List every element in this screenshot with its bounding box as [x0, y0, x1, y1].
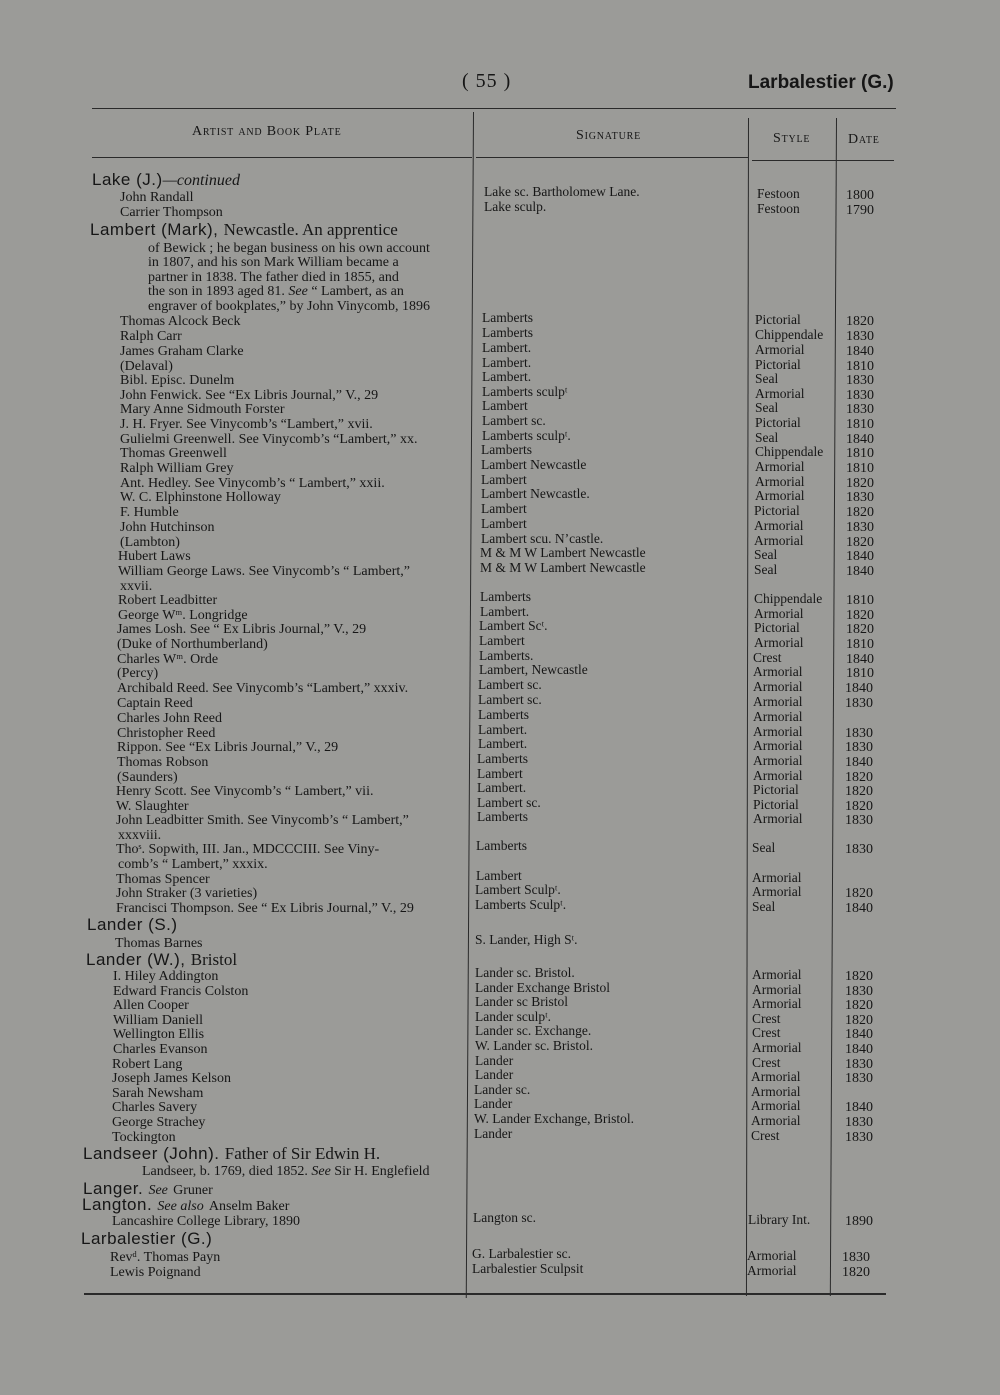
signature-cell: Lander	[475, 1053, 514, 1068]
signature-cell: Lander	[474, 1096, 513, 1111]
date-cell: 1820	[846, 622, 874, 637]
book-plate-name: John Hutchinson	[120, 520, 215, 535]
style-cell: Seal	[754, 547, 778, 562]
style-cell: Chippendale	[755, 327, 824, 342]
date-cell: 1820	[846, 505, 874, 520]
date-cell: 1890	[845, 1214, 873, 1229]
signature-cell: Lander sc. Bristol.	[475, 965, 575, 980]
date-cell: 1810	[846, 637, 874, 652]
signature-cell: Lamberts.	[479, 648, 534, 663]
signature-cell: Lamberts Sculpᵗ.	[475, 897, 567, 912]
book-plate-name: Ralph William Grey	[120, 461, 234, 476]
date-cell: 1840	[846, 564, 874, 579]
signature-cell: Lambert	[481, 516, 527, 531]
book-plate-name: (Delaval)	[120, 359, 173, 374]
signature-cell: Larbalestier Sculpsit	[472, 1261, 584, 1276]
book-plate-name: Thomas Robson	[117, 755, 209, 770]
style-cell: Armorial	[753, 679, 803, 694]
signature-cell: Lambert	[477, 766, 523, 781]
signature-cell: Lamberts	[482, 325, 533, 340]
book-plate-name: Captain Reed	[117, 696, 193, 711]
date-cell: 1840	[845, 1027, 873, 1042]
style-cell: Armorial	[751, 1069, 801, 1084]
style-cell: Pictorial	[755, 415, 801, 430]
date-cell: 1830	[845, 1130, 873, 1145]
book-plate-name: Ant. Hedley. See Vinycomb’s “ Lambert,” xxii.	[120, 476, 385, 491]
book-plate-name: George Strachey	[112, 1115, 206, 1130]
style-cell: Armorial	[752, 884, 802, 899]
signature-cell: Lambert.	[482, 355, 532, 370]
book-plate-name: (Saunders)	[117, 770, 178, 785]
date-cell: 1810	[846, 446, 874, 461]
book-plate-name: Thomas Alcock Beck	[120, 314, 241, 329]
style-cell: Seal	[752, 899, 776, 914]
page-number: ( 55 )	[462, 70, 512, 92]
date-cell: 1830	[846, 520, 874, 535]
book-plate-name: Charles Savery	[112, 1100, 198, 1115]
style-cell: Armorial	[755, 488, 805, 503]
style-cell: Armorial	[754, 518, 804, 533]
signature-cell: Langton sc.	[473, 1210, 536, 1225]
style-cell: Pictorial	[755, 312, 801, 327]
style-cell: Armorial	[751, 1084, 801, 1099]
date-cell: 1820	[846, 476, 874, 491]
date-cell: 1830	[846, 402, 874, 417]
signature-cell: Lander	[475, 1067, 514, 1082]
date-cell: 1830	[846, 373, 874, 388]
artist-heading-langer: Langer. See Gruner	[83, 1179, 213, 1198]
date-cell: 1810	[846, 593, 874, 608]
date-cell: 1820	[842, 1265, 870, 1280]
book-plate-name: Charles John Reed	[117, 711, 222, 726]
signature-cell: Lambert.	[482, 340, 532, 355]
book-plate-name: (Percy)	[117, 666, 159, 681]
signature-cell: Lambert sc.	[482, 413, 546, 428]
date-cell: 1840	[845, 1100, 873, 1115]
date-cell: 1830	[845, 813, 873, 828]
date-cell: 1830	[845, 1057, 873, 1072]
signature-cell: Lambert	[481, 501, 527, 516]
date-cell: 1820	[845, 799, 873, 814]
signature-cell: Lamberts	[476, 838, 527, 853]
style-cell: Armorial	[753, 664, 803, 679]
artist-heading-lambert-mark: Lambert (Mark), Newcastle. An apprentice	[90, 220, 398, 239]
column-divider-2	[746, 118, 749, 1296]
style-cell: Armorial	[753, 768, 803, 783]
book-plate-name: John Leadbitter Smith. See Vinycomb’s “ Lambert,”	[116, 813, 409, 828]
book-plate-name: Mary Anne Sidmouth Forster	[120, 402, 285, 417]
header-rule-artist	[92, 157, 472, 158]
book-plate-name: Joseph James Kelson	[112, 1071, 231, 1086]
signature-cell: Lambert	[476, 868, 522, 883]
signature-cell: Lambert Newcastle	[481, 457, 587, 472]
style-cell: Armorial	[747, 1248, 797, 1263]
style-cell: Armorial	[753, 694, 803, 709]
signature-cell: Lambert.	[478, 722, 528, 737]
book-plate-name: Rippon. See “Ex Libris Journal,” V., 29	[117, 740, 339, 755]
book-plate-name: John Randall	[120, 190, 194, 205]
style-cell: Seal	[752, 840, 776, 855]
signature-cell: Lamberts sculpᵗ.	[482, 428, 571, 443]
landseer-note: Landseer, b. 1769, died 1852. See Sir H. Englefield	[142, 1164, 430, 1179]
book-plate-name: F. Humble	[120, 505, 179, 520]
date-cell: 1840	[845, 681, 873, 696]
style-cell: Armorial	[753, 811, 803, 826]
date-cell: 1830	[846, 329, 874, 344]
book-plate-name: Charles Wᵐ. Orde	[117, 652, 219, 667]
book-plate-name: William Daniell	[113, 1013, 204, 1028]
style-cell: Seal	[755, 371, 779, 386]
style-cell: Pictorial	[754, 620, 800, 635]
book-plate-name: Bibl. Episc. Dunelm	[120, 373, 235, 388]
date-cell: 1790	[846, 203, 874, 218]
style-cell: Armorial	[754, 606, 804, 621]
book-plate-name: Francisci Thompson. See “ Ex Libris Journal,” V., 29	[116, 901, 414, 916]
date-cell: 1820	[845, 969, 873, 984]
top-rule	[92, 108, 896, 109]
style-cell: Armorial	[753, 709, 803, 724]
signature-cell: Lander	[474, 1126, 513, 1141]
style-cell: Armorial	[755, 386, 805, 401]
book-plate-name: John Straker (3 varieties)	[116, 886, 258, 901]
running-head: Larbalestier (G.)	[748, 72, 894, 93]
book-plate-name: Robert Leadbitter	[118, 593, 218, 608]
book-plate-name: Archibald Reed. See Vinycomb’s “Lambert,” xxxiv.	[117, 681, 409, 696]
signature-cell: Lambert	[479, 633, 525, 648]
book-plate-name: I. Hiley Addington	[113, 969, 219, 984]
date-cell: 1820	[846, 314, 874, 329]
style-cell: Armorial	[747, 1263, 797, 1278]
book-plate-name: Henry Scott. See Vinycomb’s “ Lambert,” vii.	[116, 784, 374, 799]
book-plate-name: George Wᵐ. Longridge	[118, 608, 248, 623]
signature-cell: Lake sculp.	[484, 199, 547, 214]
book-plate-name: Ralph Carr	[120, 329, 182, 344]
date-cell: 1830	[846, 388, 874, 403]
column-header-style: Style	[773, 131, 811, 146]
book-plate-name: Allen Cooper	[113, 998, 189, 1013]
book-plate-name: Thomas Greenwell	[120, 446, 227, 461]
style-cell: Armorial	[752, 870, 802, 885]
book-plate-name: W. C. Elphinstone Holloway	[120, 490, 281, 505]
lambert-note-line-3: partner in 1838. The father died in 1855, and	[148, 270, 399, 285]
signature-cell: W. Lander sc. Bristol.	[475, 1038, 593, 1053]
date-cell: 1830	[845, 726, 873, 741]
bottom-rule	[84, 1293, 886, 1295]
signature-cell: Lambert Scᵗ.	[479, 618, 548, 633]
book-plate-name: xxvii.	[120, 579, 153, 594]
style-cell: Armorial	[752, 967, 802, 982]
signature-cell: Lambert scu. N’castle.	[481, 531, 604, 546]
lambert-note-line-1: of Bewick ; he began business on his own account	[148, 241, 430, 256]
style-cell: Pictorial	[753, 782, 799, 797]
signature-cell: Lander sc. Exchange.	[475, 1023, 592, 1038]
date-cell: 1840	[846, 344, 874, 359]
book-plate-name: (Lambton)	[120, 535, 180, 550]
style-cell: Armorial	[753, 753, 803, 768]
column-divider-3	[830, 118, 837, 1296]
signature-cell: Lamberts	[477, 751, 528, 766]
book-plate-name: Sarah Newsham	[112, 1086, 204, 1101]
book-plate-name: Charles Evanson	[113, 1042, 208, 1057]
book-plate-name: Thomas Spencer	[116, 872, 210, 887]
signature-cell: Lambert.	[477, 780, 527, 795]
date-cell: 1820	[845, 886, 873, 901]
date-cell: 1830	[845, 842, 873, 857]
style-cell: Armorial	[754, 635, 804, 650]
style-cell: Pictorial	[753, 797, 799, 812]
style-cell: Crest	[753, 650, 782, 665]
book-plate-name: James Losh. See “ Ex Libris Journal,” V., 29	[117, 622, 367, 637]
signature-cell: Lander sc.	[474, 1082, 531, 1097]
book-plate-name: Edward Francis Colston	[113, 984, 249, 999]
date-cell: 1810	[846, 359, 874, 374]
date-cell: 1820	[845, 998, 873, 1013]
signature-cell: W. Lander Exchange, Bristol.	[474, 1111, 634, 1126]
artist-heading-landseer: Landseer (John). Father of Sir Edwin H.	[83, 1144, 381, 1163]
style-cell: Crest	[752, 1055, 781, 1070]
signature-cell: Lander Exchange Bristol	[475, 980, 610, 995]
signature-cell: Lamberts	[478, 707, 529, 722]
signature-cell: Lander sc Bristol	[475, 994, 568, 1009]
artist-heading-langton: Langton. See also Anselm Baker	[82, 1195, 290, 1214]
signature-cell: Lambert Newcastle.	[481, 486, 590, 501]
book-plate-name: James Graham Clarke	[120, 344, 244, 359]
date-cell: 1820	[845, 770, 873, 785]
lambert-note-line-2: in 1807, and his son Mark William became a	[148, 255, 399, 270]
book-plate-name: Christopher Reed	[117, 726, 216, 741]
signature-cell: Lamberts	[481, 442, 532, 457]
style-cell: Armorial	[755, 474, 805, 489]
book-plate-name: (Duke of Northumberland)	[117, 637, 268, 652]
style-cell: Chippendale	[754, 591, 823, 606]
date-cell: 1840	[846, 652, 874, 667]
signature-cell: Lambert	[482, 398, 528, 413]
date-cell: 1810	[846, 417, 874, 432]
style-cell: Pictorial	[755, 357, 801, 372]
style-cell: Armorial	[755, 342, 805, 357]
signature-cell: Lamberts	[480, 589, 531, 604]
date-cell: 1840	[846, 549, 874, 564]
book-plate-name: xxxviii.	[118, 828, 162, 843]
style-cell: Seal	[755, 430, 779, 445]
style-cell: Armorial	[752, 996, 802, 1011]
date-cell: 1800	[846, 188, 874, 203]
artist-heading-lander-s: Lander (S.)	[87, 915, 178, 934]
signature-cell: G. Larbalestier sc.	[472, 1246, 571, 1261]
book-plate-name: Wellington Ellis	[113, 1027, 205, 1042]
signature-cell: M & M W Lambert Newcastle	[480, 545, 646, 560]
signature-cell: Lambert.	[478, 736, 528, 751]
style-cell: Armorial	[752, 982, 802, 997]
signature-cell: Lambert sc.	[478, 677, 542, 692]
date-cell: 1810	[846, 461, 874, 476]
lambert-note-line-5: engraver of bookplates,” by John Vinycomb, 1896	[148, 299, 430, 314]
column-header-date: Date	[848, 132, 880, 147]
date-cell: 1820	[845, 1013, 873, 1028]
book-plate-name: Hubert Laws	[118, 549, 191, 564]
style-cell: Armorial	[751, 1098, 801, 1113]
style-cell: Armorial	[753, 724, 803, 739]
date-cell: 1840	[846, 432, 874, 447]
style-cell: Seal	[754, 562, 778, 577]
book-plate-name: Carrier Thompson	[120, 205, 223, 220]
artist-heading-lander-w: Lander (W.), Bristol	[86, 950, 238, 969]
book-plate-name: Lewis Poignand	[110, 1265, 201, 1280]
book-plate-name: J. H. Fryer. See Vinycomb’s “Lambert,” xvii.	[120, 417, 373, 432]
signature-cell: Lambert, Newcastle	[479, 662, 588, 677]
date-cell: 1840	[845, 1042, 873, 1057]
book-plate-name: Thoˢ. Sopwith, III. Jan., MDCCCIII. See Viny-	[116, 842, 380, 857]
date-cell: 1830	[845, 740, 873, 755]
signature-cell: Lambert sc.	[477, 795, 541, 810]
style-cell: Chippendale	[755, 444, 824, 459]
style-cell: Crest	[752, 1025, 781, 1040]
date-cell: 1840	[845, 901, 873, 916]
column-header-artist: Artist and Book Plate	[192, 124, 342, 139]
style-cell: Festoon	[757, 186, 800, 201]
signature-cell: Lambert.	[482, 369, 532, 384]
book-plate-name: William George Laws. See Vinycomb’s “ Lambert,”	[118, 564, 410, 579]
style-cell: Crest	[752, 1011, 781, 1026]
style-cell: Armorial	[755, 459, 805, 474]
header-rule-style-date	[752, 160, 894, 161]
style-cell: Armorial	[751, 1113, 801, 1128]
signature-cell: S. Lander, High Sᵗ.	[475, 932, 578, 947]
artist-heading-lake: Lake (J.)—continued	[92, 170, 240, 189]
signature-cell: Lambert Sculpᵗ.	[475, 882, 561, 897]
date-cell: 1820	[846, 608, 874, 623]
book-plate-name: John Fenwick. See “Ex Libris Journal,” V., 29	[120, 388, 379, 403]
book-plate-name: Tockington	[112, 1130, 176, 1145]
style-cell: Crest	[751, 1128, 780, 1143]
style-cell: Armorial	[754, 533, 804, 548]
date-cell: 1820	[845, 784, 873, 799]
style-cell: Armorial	[752, 1040, 802, 1055]
date-cell: 1810	[846, 666, 874, 681]
style-cell: Library Int.	[748, 1212, 811, 1227]
book-plate-name: Revᵈ. Thomas Payn	[110, 1250, 221, 1265]
date-cell: 1830	[842, 1250, 870, 1265]
style-cell: Armorial	[753, 738, 803, 753]
column-divider-1	[466, 112, 474, 1298]
signature-cell: M & M W Lambert Newcastle	[480, 560, 646, 575]
column-header-signature: Signature	[576, 128, 641, 143]
book-plate-name: Robert Lang	[112, 1057, 183, 1072]
date-cell: 1830	[846, 490, 874, 505]
style-cell: Seal	[755, 400, 779, 415]
book-plate-name: comb’s “ Lambert,” xxxix.	[118, 857, 268, 872]
date-cell: 1840	[845, 755, 873, 770]
style-cell: Festoon	[757, 201, 800, 216]
date-cell: 1830	[845, 1115, 873, 1130]
signature-cell: Lambert sc.	[478, 692, 542, 707]
signature-cell: Lander sculpᵗ.	[475, 1009, 552, 1024]
artist-heading-larbalestier: Larbalestier (G.)	[81, 1229, 213, 1248]
signature-cell: Lambert.	[480, 604, 530, 619]
signature-cell: Lamberts	[477, 809, 528, 824]
date-cell: 1820	[846, 535, 874, 550]
signature-cell: Lamberts sculpᵗ	[482, 384, 568, 399]
header-rule-signature	[476, 157, 748, 158]
signature-cell: Lamberts	[482, 310, 533, 325]
date-cell: 1830	[845, 984, 873, 999]
style-cell: Pictorial	[754, 503, 800, 518]
signature-cell: Lambert	[481, 472, 527, 487]
book-plate-name: Lancashire College Library, 1890	[112, 1214, 301, 1229]
lambert-note-line-4: the son in 1893 aged 81. See “ Lambert, as an	[148, 284, 404, 299]
date-cell: 1830	[845, 696, 873, 711]
book-plate-name: Thomas Barnes	[115, 936, 203, 951]
book-plate-name: W. Slaughter	[116, 799, 189, 814]
book-plate-name: Gulielmi Greenwell. See Vinycomb’s “Lambert,” xx.	[120, 432, 418, 447]
signature-cell: Lake sc. Bartholomew Lane.	[484, 184, 640, 199]
date-cell: 1830	[845, 1071, 873, 1086]
